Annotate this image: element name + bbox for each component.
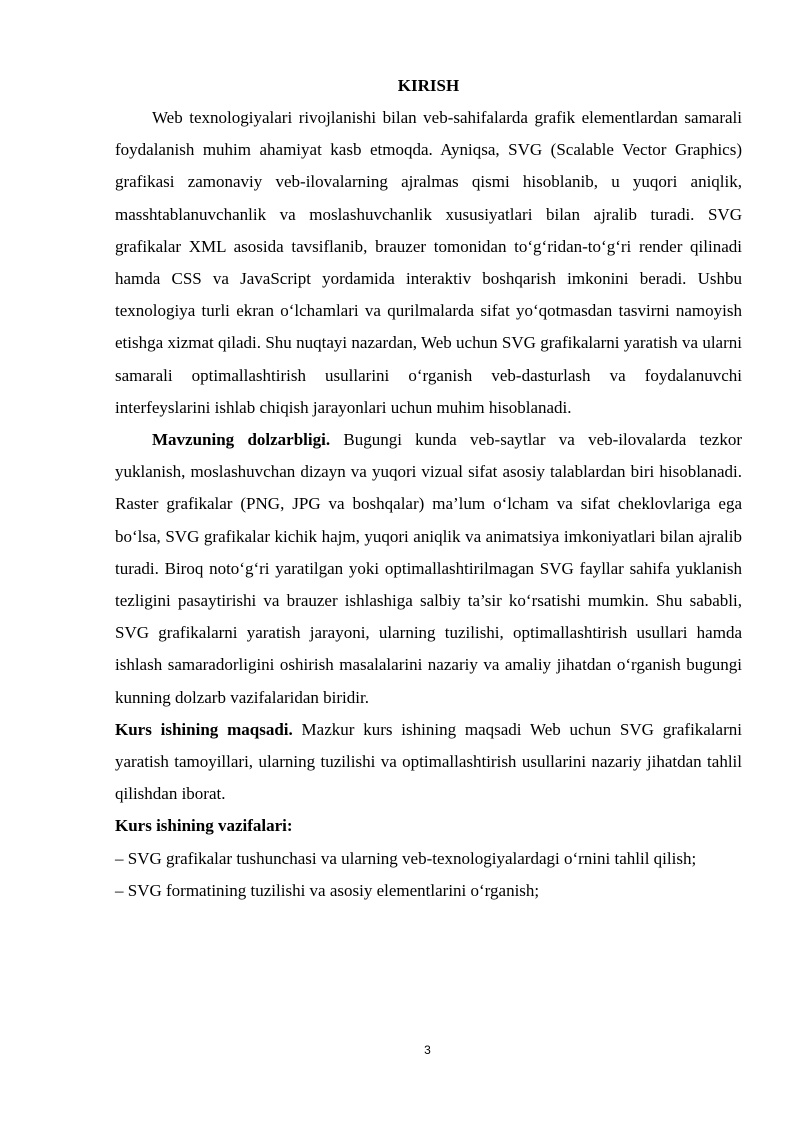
relevance-label: Mavzuning dolzarbligi. (152, 430, 331, 450)
goal-label: Kurs ishining maqsadi. (115, 719, 293, 739)
goal-text: Mazkur kurs ishining maqsadi Web uchun SVG grafikalarni yaratish tamoyillari, ularning tuzilishi va optimallashtirish usullarini nazariy jihatdan tahlil qilishdan iborat. (115, 719, 742, 804)
task-item (115, 843, 742, 875)
tasks-heading: Kurs ishining vazifalari: (115, 816, 293, 836)
section-heading: KIRISH (397, 76, 460, 95)
document-page (115, 72, 742, 907)
relevance-text: Bugungi kunda veb-saytlar va veb-ilovalarda tezkor yuklanish, moslashuvchan dizayn va yuqori vizual sifat asosiy talablardan biri hisoblanadi. Raster grafikalar (PNG, JPG va boshqalar) ma’lum o‘lcham va sifat cheklovlariga ega bo‘lsa, SVG grafikalar kichik hajm, yuqori aniqlik va animatsiya imkoniyatlari bilan ajralib turadi. Biroq noto‘g‘ri yaratilgan yoki optimallashtirilmagan SVG fayllar sahifa yuklanish tezligini pasaytirishi va brauzer ishlashiga salbiy ta’sir ko‘rsatishi mumkin. Shu sababli, SVG grafikalarni yaratish jarayoni, ularning tuzilishi, optimallashtirish usullari hamda ishlash samaradorligini oshirish masalalarini nazariy va amaliy jihatdan o‘rganish bugungi kunning dolzarb vazifalaridan biridir. (115, 430, 742, 707)
task-item (115, 875, 742, 907)
relevance-paragraph (115, 424, 742, 714)
goal-paragraph (115, 714, 742, 811)
task-item-text: – SVG grafikalar tushunchasi va ularning veb-texnologiyalardagi o‘rnini tahlil qilish; (115, 848, 697, 868)
task-item-text: – SVG formatining tuzilishi va asosiy elementlarini o‘rganish; (115, 880, 540, 900)
intro-paragraph: Web texnologiyalari rivojlanishi bilan veb-sahifalarda grafik elementlardan samarali foydalanish muhim ahamiyat kasb etmoqda. Ayniqsa, SVG (Scalable Vector Graphics) grafikasi zamonaviy veb-ilovalarning ajralmas qismi hisoblanib, u yuqori aniqlik, masshtablanuvchanlik va moslashuvchanlik xususiyatlari bilan ajralib turadi. SVG grafikalar XML asosida tavsiflanib, brauzer tomonidan to‘g‘ridan-to‘g‘ri render qilinadi hamda CSS va JavaScript yordamida interaktiv boshqarish imkonini beradi. Ushbu texnologiya turli ekran o‘lchamlari va qurilmalarda sifat yo‘qotmasdan tasvirni namoyish etishga xizmat qiladi. Shu nuqtayi nazardan, Web uchun SVG grafikalarni yaratish va ularni samarali optimallashtirish usullarini o‘rganish veb-dasturlash va foydalanuvchi interfeyslarini ishlab chiqish jarayonlari uchun muhim hisoblanadi. (115, 108, 742, 417)
page-number: 3 (424, 1043, 431, 1057)
